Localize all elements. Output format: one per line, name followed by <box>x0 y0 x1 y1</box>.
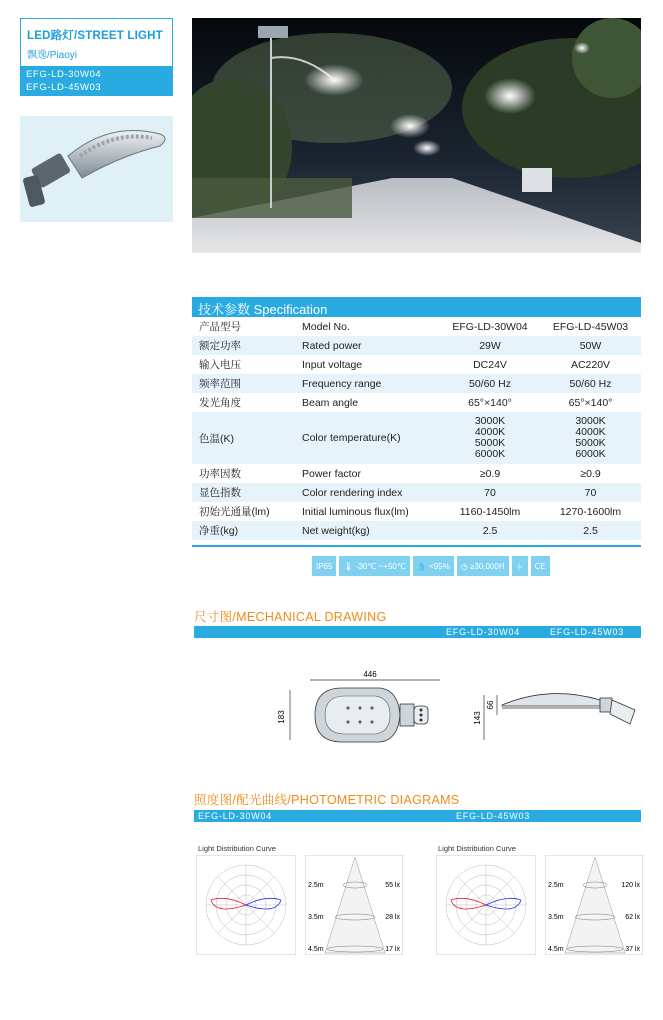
dim-width: 183 <box>277 710 286 724</box>
spec-value-45w: AC220V <box>540 355 641 374</box>
spec-header: 技术参数 Specification <box>192 297 641 317</box>
spec-label-en: Net weight(kg) <box>292 521 440 540</box>
polar-diagram-45w <box>436 855 536 955</box>
spec-label-en: Color temperature(K) <box>292 412 440 464</box>
cct-value: 5000K <box>474 437 506 449</box>
spec-value-30w: 1160-1450lm <box>440 502 540 521</box>
spec-label-en: Initial luminous flux(lm) <box>292 502 440 521</box>
lux-label: 17 lx <box>385 946 400 953</box>
model-label: EFG-LD-45W03 <box>456 811 531 821</box>
spec-value-30w <box>440 412 540 464</box>
spec-value-30w: 65°×140° <box>440 393 540 412</box>
lux-label: 62 lx <box>625 914 640 921</box>
spec-label-en: Beam angle <box>292 393 440 412</box>
spec-value-30w: EFG-LD-30W04 <box>440 317 540 336</box>
ip-rating-label: IP65 <box>316 561 333 571</box>
spec-value-45w: 70 <box>540 483 641 502</box>
spec-value-45w: 50/60 Hz <box>540 374 641 393</box>
model-label: EFG-LD-45W03 <box>550 627 625 637</box>
spec-label-en: Power factor <box>292 464 440 483</box>
spec-row <box>192 502 641 521</box>
dim-depth: 66 <box>486 700 495 710</box>
spec-label-en: Model No. <box>292 317 440 336</box>
lux-label: 55 lx <box>385 882 400 889</box>
cct-value: 3000K <box>575 415 606 427</box>
mechanical-drawing <box>270 660 650 750</box>
dim-length: 446 <box>363 670 377 679</box>
spec-label-cn: 功率因数 <box>192 464 292 483</box>
cct-value: 4000K <box>474 426 506 438</box>
mechanical-title: 尺寸图/MECHANICAL DRAWING <box>194 610 387 624</box>
spec-value-30w: ≥0.9 <box>440 464 540 483</box>
street-night-photo <box>192 18 641 253</box>
spec-row <box>192 336 641 355</box>
spec-label-en: Rated power <box>292 336 440 355</box>
model-list <box>20 66 173 96</box>
lux-label: 37 lx <box>625 946 640 953</box>
spec-label-en: Color rendering index <box>292 483 440 502</box>
curve-label: Light Distribution Curve <box>438 844 516 853</box>
height-label: 2.5m <box>548 882 564 889</box>
product-image <box>20 116 173 222</box>
lifetime-badge <box>457 556 509 576</box>
illuminance-cone-45w <box>545 855 643 955</box>
spec-row <box>192 355 641 374</box>
polar-diagram-30w <box>196 855 296 955</box>
spec-label-cn: 初始光通量(lm) <box>192 502 292 521</box>
curve-label: Light Distribution Curve <box>198 844 276 853</box>
spec-label-cn: 产品型号 <box>192 317 292 336</box>
spec-value-30w: 70 <box>440 483 540 502</box>
cct-value: 6000K <box>575 448 606 460</box>
model-item: EFG-LD-30W04 <box>26 69 102 80</box>
height-label: 4.5m <box>548 946 564 953</box>
humidity-badge <box>413 556 454 576</box>
product-title-box <box>20 18 173 66</box>
temperature-badge <box>339 556 409 576</box>
spec-value-45w: ≥0.9 <box>540 464 641 483</box>
spec-table <box>192 317 641 540</box>
model-item: EFG-LD-45W03 <box>26 82 102 93</box>
spec-row <box>192 412 641 464</box>
thermometer-icon: 🌡 <box>343 561 354 571</box>
spec-label-cn: 频率范围 <box>192 374 292 393</box>
spec-label-cn: 额定功率 <box>192 336 292 355</box>
ce-mark-icon: CE <box>531 556 550 576</box>
spec-label-cn: 色温(K) <box>192 412 292 464</box>
spec-row <box>192 317 641 336</box>
photometric-model-bar <box>194 810 641 822</box>
spec-label-cn: 净重(kg) <box>192 521 292 540</box>
spec-value-30w: 29W <box>440 336 540 355</box>
lux-label: 28 lx <box>385 914 400 921</box>
ip-rating-badge <box>312 556 336 576</box>
spec-value-45w: 2.5 <box>540 521 641 540</box>
spec-row <box>192 521 641 540</box>
humidity-label: <95% <box>429 561 450 571</box>
spec-value-45w: 50W <box>540 336 641 355</box>
spec-value-45w: 65°×140° <box>540 393 641 412</box>
spec-row <box>192 393 641 412</box>
spec-label-en: Frequency range <box>292 374 440 393</box>
spec-label-cn: 发光角度 <box>192 393 292 412</box>
spec-label-en: Input voltage <box>292 355 440 374</box>
lux-label: 120 lx <box>621 882 640 889</box>
spec-value-30w: DC24V <box>440 355 540 374</box>
spec-label-cn: 显色指数 <box>192 483 292 502</box>
spec-row <box>192 374 641 393</box>
height-label: 4.5m <box>308 946 324 953</box>
cct-value: 4000K <box>575 426 606 438</box>
model-label: EFG-LD-30W04 <box>198 811 273 821</box>
illuminance-cone-30w <box>305 855 403 955</box>
spec-value-45w: EFG-LD-45W03 <box>540 317 641 336</box>
photometric-title: 照度图/配光曲线/PHOTOMETRIC DIAGRAMS <box>194 793 460 807</box>
height-label: 2.5m <box>308 882 324 889</box>
model-label: EFG-LD-30W04 <box>446 627 521 637</box>
ground-icon: ⏚ <box>512 556 528 576</box>
cct-value: 6000K <box>474 448 506 460</box>
spec-value-45w: 1270-1600lm <box>540 502 641 521</box>
mechanical-model-bar <box>194 626 641 638</box>
product-title: LED路灯/STREET LIGHT <box>27 30 163 42</box>
spec-value-30w: 50/60 Hz <box>440 374 540 393</box>
spec-row <box>192 483 641 502</box>
height-label: 3.5m <box>548 914 564 921</box>
spec-row <box>192 464 641 483</box>
droplet-icon: 💧 <box>416 561 427 571</box>
lifetime-label: ≥30,000H <box>469 561 505 571</box>
height-label: 3.5m <box>308 914 324 921</box>
spec-value-30w: 2.5 <box>440 521 540 540</box>
cct-value: 3000K <box>474 415 506 427</box>
clock-icon: ◷ <box>460 561 468 571</box>
dim-height: 143 <box>473 711 482 725</box>
temperature-label: -30℃ ~+50℃ <box>355 561 406 571</box>
brand-name: 飘逸/Piaoyi <box>27 50 78 61</box>
certification-badges <box>312 556 550 576</box>
cct-value: 5000K <box>575 437 606 449</box>
spec-value-45w <box>540 412 641 464</box>
spec-label-cn: 输入电压 <box>192 355 292 374</box>
spec-divider <box>192 545 641 547</box>
